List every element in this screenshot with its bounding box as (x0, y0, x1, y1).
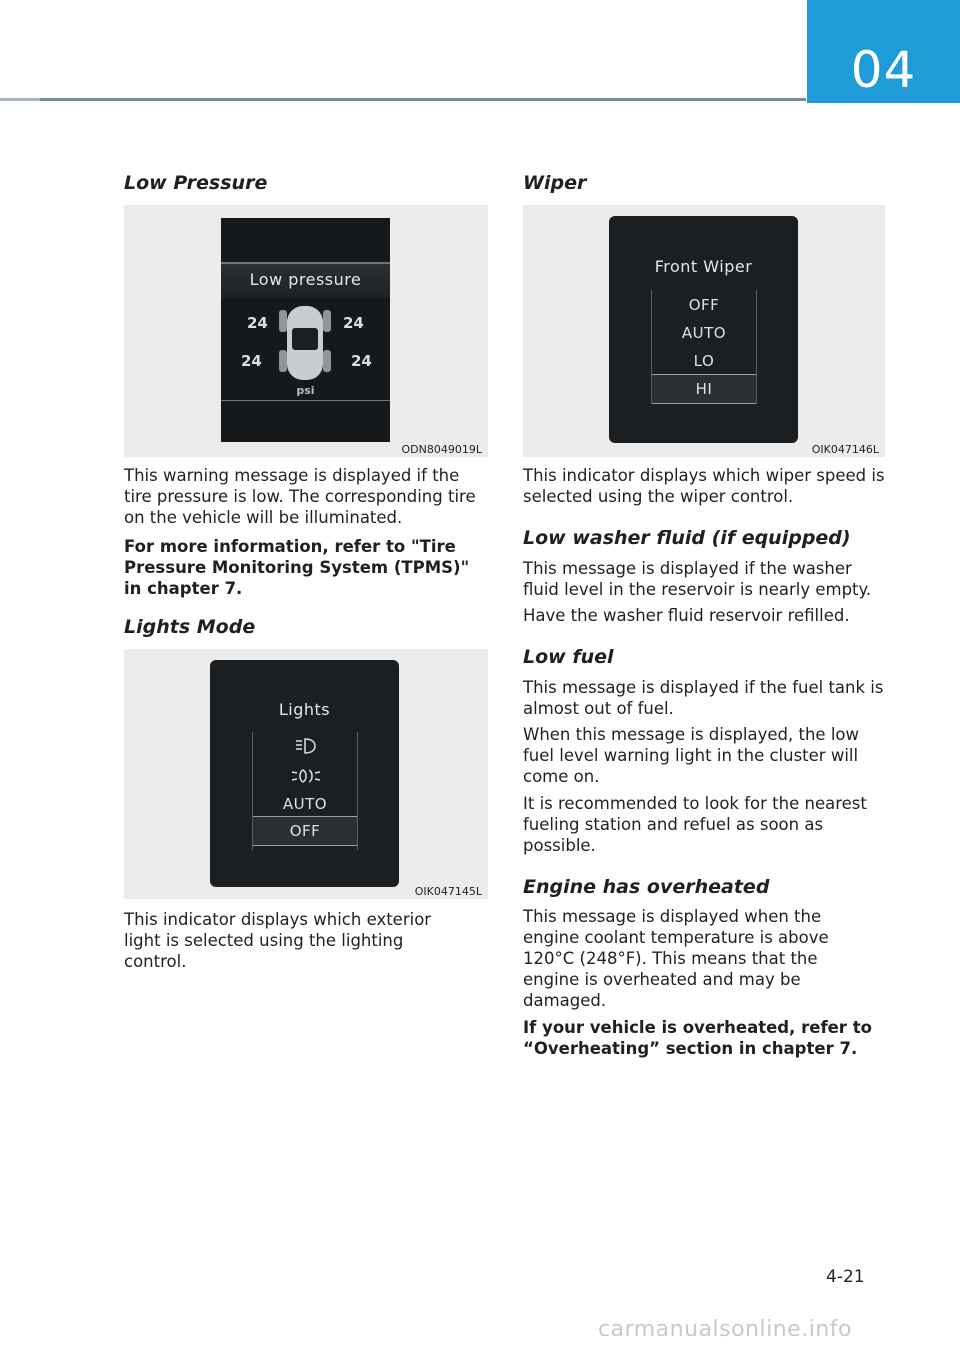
heading-low-fuel: Low fuel (523, 646, 614, 668)
heading-low-washer: Low washer fluid (if equipped) (523, 527, 851, 549)
engine-overheated-text: This message is displayed when the engine coolant temperature is above 120°C (248°F). This means that the engine is overheated and may be damaged. (523, 907, 829, 1010)
lights-option-auto: AUTO (282, 795, 328, 813)
screen-title: Front Wiper (654, 257, 753, 276)
tire-value-front-left: 24 (247, 314, 268, 332)
figure-code: OIK047145L (414, 885, 482, 898)
tire-value-rear-left: 24 (241, 352, 262, 370)
low-washer-text-2: Have the washer fluid reservoir refilled. (523, 606, 850, 625)
lights-option-off: OFF (289, 822, 321, 840)
figure-code: OIK047146L (811, 443, 879, 456)
cluster-screen (609, 216, 798, 443)
lights-option-list (252, 732, 358, 850)
page-number: 4-21 (826, 1267, 865, 1287)
tire-value-front-right: 24 (343, 314, 364, 332)
headlight-icon (293, 736, 319, 756)
wiper-option-off: OFF (688, 296, 720, 314)
tire-value-rear-right: 24 (351, 352, 372, 370)
car-top-view-icon (279, 306, 331, 380)
low-fuel-text-1: This message is displayed if the fuel tank is almost out of fuel. (523, 678, 884, 718)
wiper-option-hi: HI (695, 380, 713, 398)
low-pressure-note: For more information, refer to "Tire Pressure Monitoring System (TPMS)" in chapter 7. (124, 537, 470, 598)
parking-light-icon (290, 766, 322, 786)
header-rule-accent (0, 98, 40, 101)
low-washer-text-1: This message is displayed if the washer fluid level in the reservoir is nearly empty. (523, 559, 872, 599)
heading-engine-overheated: Engine has overheated (523, 876, 770, 898)
figure-low-pressure (124, 205, 488, 457)
heading-wiper: Wiper (523, 172, 587, 194)
screen-title: Low pressure (249, 270, 362, 289)
wiper-text: This indicator displays which wiper speed is selected using the wiper control. (523, 466, 885, 506)
pressure-unit: psi (296, 384, 315, 397)
lights-mode-text: This indicator displays which exterior light is selected using the lighting control. (124, 910, 432, 971)
wiper-option-list (651, 290, 757, 404)
low-fuel-text-3: It is recommended to look for the nearest fueling station and refuel as soon as possible. (523, 794, 867, 855)
low-fuel-text-2: When this message is displayed, the low fuel level warning light in the cluster will come on. (523, 725, 860, 786)
cluster-screen (210, 660, 399, 887)
heading-low-pressure: Low Pressure (124, 172, 268, 194)
wiper-option-lo: LO (693, 352, 715, 370)
watermark: carmanualsonline.info (598, 1317, 852, 1342)
chapter-number: 04 (850, 41, 917, 99)
heading-lights-mode: Lights Mode (124, 616, 256, 638)
lights-option-selected (253, 816, 357, 846)
header-rule (0, 98, 806, 101)
engine-overheated-note: If your vehicle is overheated, refer to “Overheating” section in chapter 7. (523, 1018, 872, 1058)
figure-wiper (523, 205, 885, 457)
chapter-tab (807, 0, 960, 103)
screen-title: Lights (278, 700, 331, 719)
wiper-option-selected (652, 374, 756, 404)
low-pressure-text: This warning message is displayed if the tire pressure is low. The corresponding tire on the vehicle will be illuminated. (124, 466, 476, 527)
figure-code: ODN8049019L (401, 443, 482, 456)
figure-lights-mode (124, 649, 488, 899)
wiper-option-auto: AUTO (681, 324, 727, 342)
cluster-screen (221, 218, 390, 442)
